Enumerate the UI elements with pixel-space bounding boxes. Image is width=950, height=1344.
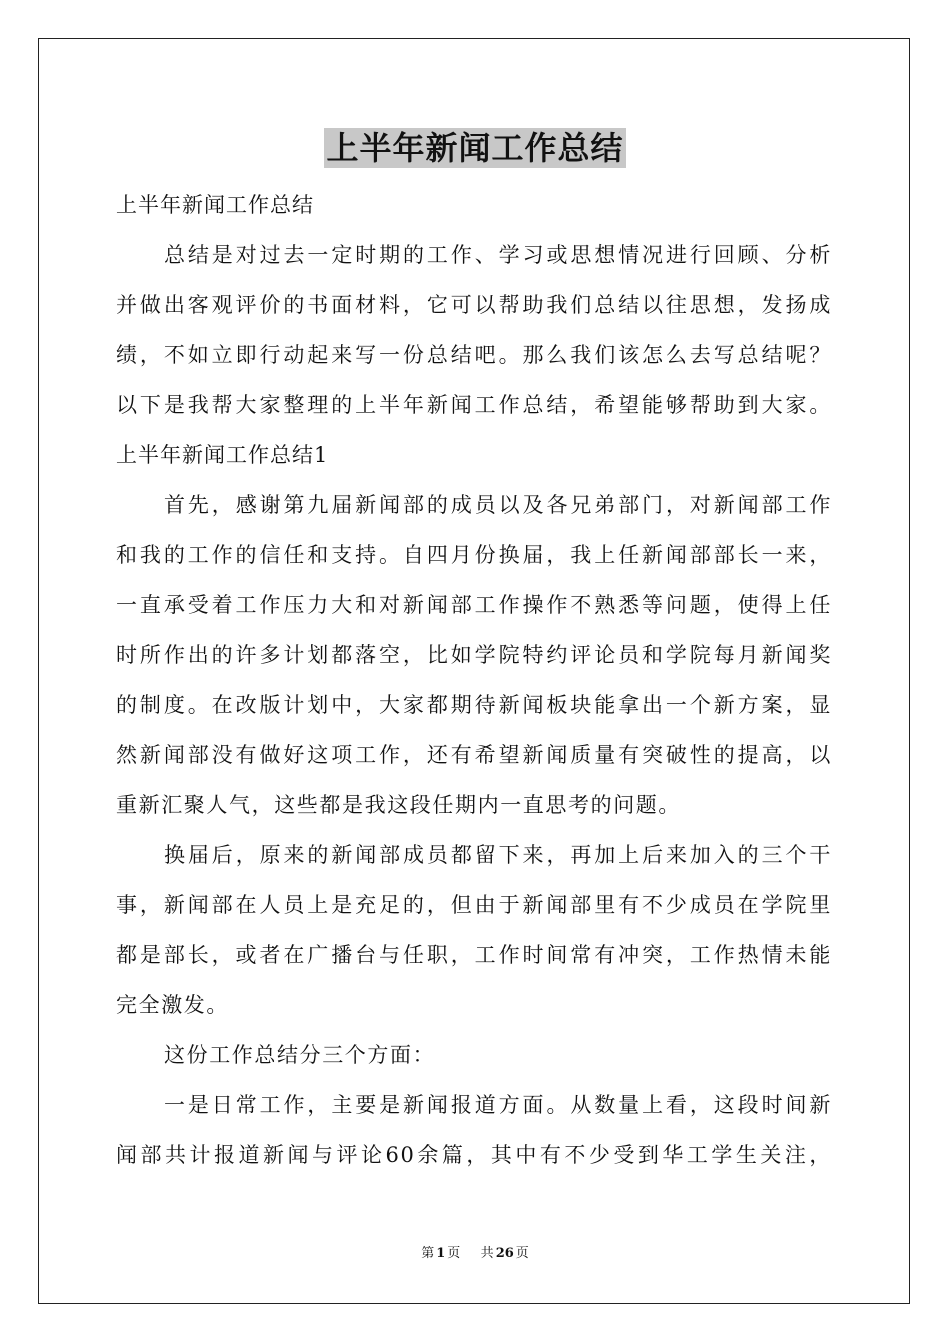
paragraph-line: 绩，不如立即行动起来写一份总结吧。那么我们该怎么去写总结呢？: [116, 343, 832, 367]
paragraph-line: 这份工作总结分三个方面：: [164, 1043, 436, 1067]
page-indicator: [419, 1246, 462, 1261]
total-pages-indicator: [479, 1246, 531, 1261]
title-wrap: [0, 128, 950, 168]
page-footer: [0, 1245, 950, 1263]
paragraph-line: 首先，感谢第九届新闻部的成员以及各兄弟部门，对新闻部工作: [164, 493, 832, 517]
document-title: 上半年新闻工作总结: [326, 129, 624, 167]
total-suffix: 页: [515, 1246, 529, 1261]
total-pages: 26: [495, 1246, 514, 1261]
paragraph-line: 并做出客观评价的书面材料，它可以帮助我们总结以往思想，发扬成: [116, 293, 832, 317]
paragraph-line: 事，新闻部在人员上是充足的，但由于新闻部里有不少成员在学院里: [116, 893, 832, 917]
paragraph-line: 重新汇聚人气，这些都是我这段任期内一直思考的问题。: [116, 793, 681, 817]
paragraph-line: 闻部共计报道新闻与评论60余篇，其中有不少受到华工学生关注，: [116, 1143, 832, 1167]
paragraph-line: 都是部长，或者在广播台与任职，工作时间常有冲突，工作热情未能: [116, 943, 832, 967]
page-number: 1: [436, 1246, 446, 1261]
paragraph-line: 时所作出的许多计划都落空，比如学院特约评论员和学院每月新闻奖: [116, 643, 832, 667]
paragraph-line: 以下是我帮大家整理的上半年新闻工作总结，希望能够帮助到大家。: [116, 393, 832, 417]
paragraph-line: 然新闻部没有做好这项工作，还有希望新闻质量有突破性的提高，以: [116, 743, 832, 767]
section-heading: 上半年新闻工作总结1: [116, 443, 329, 467]
page-prefix: 第: [421, 1246, 435, 1261]
paragraph-line: 一直承受着工作压力大和对新闻部工作操作不熟悉等问题，使得上任: [116, 593, 832, 617]
page-suffix: 页: [447, 1246, 461, 1261]
document-subtitle: 上半年新闻工作总结: [116, 193, 314, 217]
paragraph-line: 一是日常工作，主要是新闻报道方面。从数量上看，这段时间新: [164, 1093, 832, 1117]
paragraph-line: 的制度。在改版计划中，大家都期待新闻板块能拿出一个新方案，显: [116, 693, 832, 717]
document-body: [116, 180, 832, 1180]
paragraph-line: 总结是对过去一定时期的工作、学习或思想情况进行回顾、分析: [164, 243, 832, 267]
paragraph-line: 和我的工作的信任和支持。自四月份换届，我上任新闻部部长一来，: [116, 543, 832, 567]
total-prefix: 共: [480, 1246, 494, 1261]
paragraph-line: 换届后，原来的新闻部成员都留下来，再加上后来加入的三个干: [164, 843, 832, 867]
paragraph-line: 完全激发。: [116, 993, 229, 1017]
